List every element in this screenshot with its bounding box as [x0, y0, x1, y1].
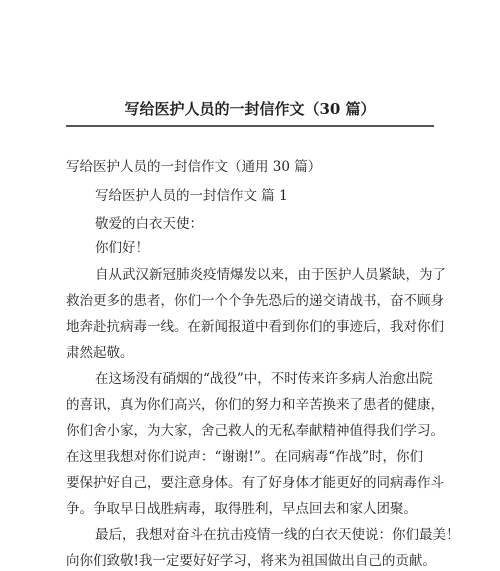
salutation: 敬爱的白衣天使：	[95, 216, 203, 232]
greeting: 你们好！	[95, 240, 149, 256]
paragraph-1-line-1: 自从武汉新冠肺炎疫情爆发以来，由于医护人员紧缺，为了	[95, 267, 446, 283]
paragraph-3-line-1: 最后，我想对奋斗在抗击疫情一线的白衣天使说：你们最美！	[95, 527, 460, 543]
section-heading: 写给医护人员的一封信作文（通用 30 篇）	[66, 159, 322, 175]
title-divider	[66, 125, 434, 127]
paragraph-2-line-1: 在这场没有硝烟的“战役”中，不时传来许多病人治愈出院	[95, 371, 433, 387]
paragraph-2-line-4: 在这里我想对你们说声：“谢谢!”。在同病毒“作战”时，你们	[66, 449, 424, 465]
paragraph-1-line-4: 肃然起敬。	[66, 345, 134, 361]
paragraph-2-line-6: 争。争取早日战胜病毒，取得胜利，早点回去和家人团聚。	[66, 501, 417, 517]
paragraph-2-line-3: 你们舍小家，为大家，舍己救人的无私奉献精神值得我们学习。	[66, 423, 444, 439]
document-title: 写给医护人员的一封信作文（30 篇）	[124, 100, 376, 118]
paragraph-1-line-2: 救治更多的患者，你们一个个争先恐后的递交请战书，奋不顾身	[66, 293, 444, 309]
paragraph-3-line-2: 向你们致敬!我一定要好好学习，将来为祖国做出自己的贡献。	[66, 553, 436, 569]
section-subheading: 写给医护人员的一封信作文 篇 1	[95, 188, 288, 204]
paragraph-2-line-2: 的喜讯，真为你们高兴，你们的努力和辛苦换来了患者的健康，	[66, 397, 444, 413]
paragraph-1-line-3: 地奔赴抗病毒一线。在新闻报道中看到你们的事迹后，我对你们	[66, 319, 444, 335]
paragraph-2-line-5: 要保护好自己，要注意身体。有了好身体才能更好的同病毒作斗	[66, 475, 444, 491]
